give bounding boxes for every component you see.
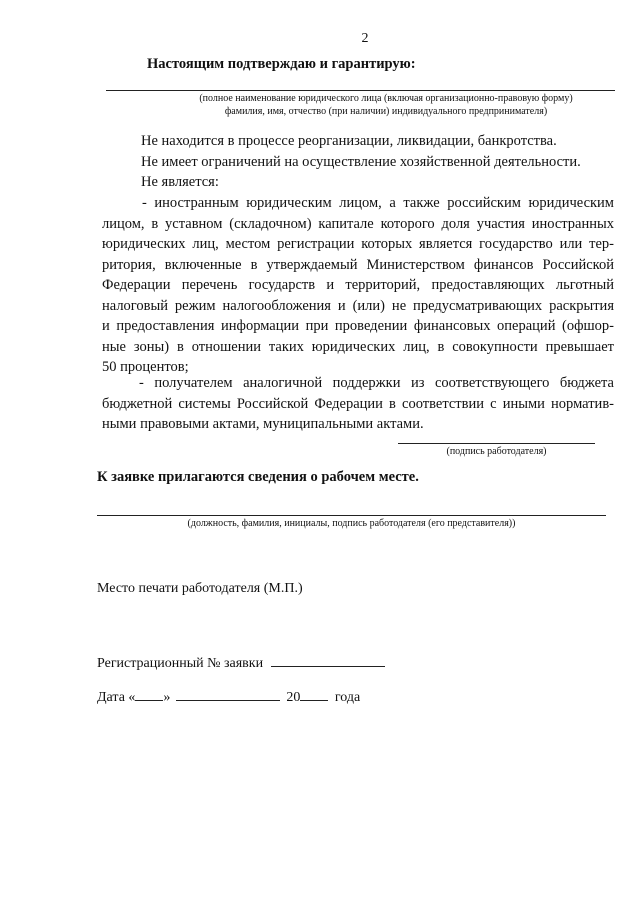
- representative-line: [97, 515, 606, 516]
- item-1-line: ритория, включенные в утверждаемый Министерством финансов Российской: [102, 256, 614, 273]
- date-year-prefix: 20: [286, 690, 301, 705]
- item-1-line: - иностранным юридическим лицом, а также российским юридическим: [142, 195, 614, 211]
- registration-row: [97, 652, 385, 672]
- employer-signature-line: [398, 443, 595, 444]
- date-quote-close: »: [163, 690, 171, 705]
- statement-is-not: Не является:: [141, 174, 219, 190]
- page-number: 2: [361, 31, 369, 46]
- item-1-line: ные зоны) в отношении таких юридических лиц, в совокупности превышает: [102, 338, 614, 355]
- item-1-line: и предоставления информации при проведении финансовых операций (офшор-: [102, 318, 614, 334]
- item-1-line: Федерации перечень государств и территорий, предоставляющих льготный: [102, 277, 614, 293]
- date-suffix: года: [334, 690, 361, 705]
- item-foreign-entity: [102, 193, 614, 378]
- caption-entity-line1: (полное наименование юридического лица (включая организационно-правовую форму): [199, 93, 573, 104]
- item-2-line: ными правовыми актами, муниципальными актами.: [102, 416, 424, 432]
- item-2-line: - получателем аналогичной поддержки из соответствующего бюджета: [139, 375, 614, 391]
- caption-representative: (должность, фамилия, инициалы, подпись работодателя (его представителя)): [187, 518, 516, 529]
- item-1-line: лицом, в уставном (складочном) капитале которого доля участия иностранных: [102, 215, 614, 232]
- date-day-field[interactable]: [135, 686, 163, 701]
- registration-number-field[interactable]: [271, 652, 385, 667]
- caption-employer-signature: (подпись работодателя): [446, 446, 547, 457]
- date-year-field[interactable]: [300, 686, 328, 701]
- seal-place-label: Место печати работодателя (М.П.): [97, 581, 303, 596]
- registration-label: Регистрационный № заявки: [97, 656, 264, 671]
- confirm-heading: Настоящим подтверждаю и гарантирую:: [147, 56, 416, 72]
- caption-entity-line2: фамилия, имя, отчество (при наличии) индивидуального предпринимателя): [224, 106, 548, 117]
- date-prefix: Дата «: [97, 690, 136, 705]
- item-2-line: бюджетной системы Российской Федерации в соответствии с иными норматив-: [102, 395, 614, 412]
- item-1-line: налоговый режим налогообложения и (или) не предусматривающих раскрытия: [102, 297, 614, 314]
- entity-name-line: [106, 90, 615, 91]
- statement-reorganization: Не находится в процессе реорганизации, ликвидации, банкротства.: [141, 133, 557, 149]
- workplace-heading: К заявке прилагаются сведения о рабочем месте.: [97, 469, 419, 485]
- date-month-field[interactable]: [176, 686, 280, 701]
- item-similar-support: [102, 373, 614, 435]
- item-1-line: 50 процентов;: [102, 359, 189, 375]
- date-row: [97, 686, 360, 706]
- item-1-line: юридических лиц, местом регистрации которых является государство или тер-: [102, 236, 614, 252]
- statement-restrictions: Не имеет ограничений на осуществление хозяйственной деятельности.: [141, 154, 581, 170]
